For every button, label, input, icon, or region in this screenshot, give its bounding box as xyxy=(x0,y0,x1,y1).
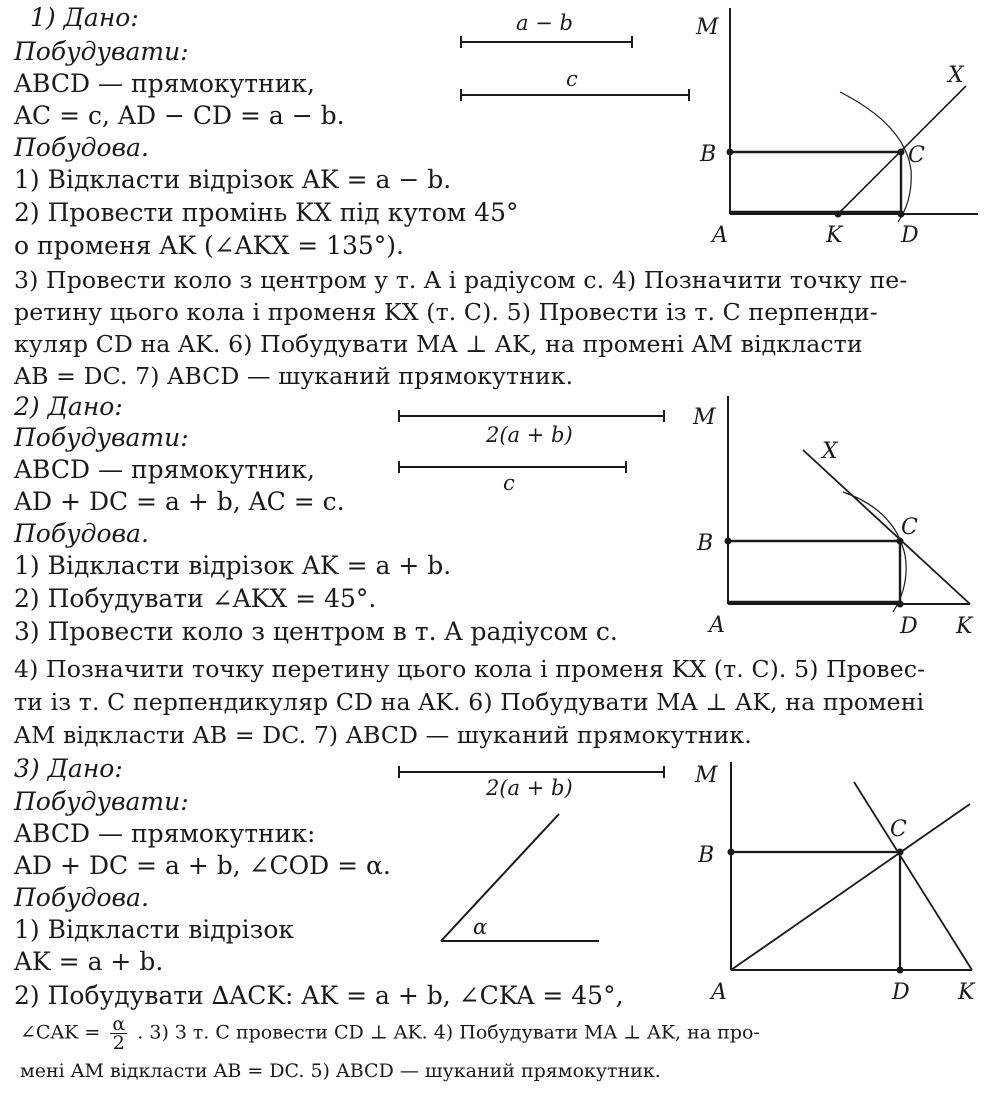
p3-label-d: D xyxy=(892,980,910,1005)
p1-given-2: AC = c, AD − CD = a − b. xyxy=(14,101,345,130)
p3-header: 3) Дано: xyxy=(14,754,123,783)
p1-cont-2: ретину цього кола і променя KX (т. C). 5) Провести із т. C перпенди- xyxy=(14,298,878,326)
p3-step-1b: AK = a + b. xyxy=(14,947,164,976)
p1-header: 1) Дано: xyxy=(30,3,139,32)
p1-step-2: 2) Провести промінь KX під кутом 45° xyxy=(14,198,519,227)
p3-label-c: C xyxy=(890,817,907,842)
p1-label-x: X xyxy=(948,63,964,88)
p3-angle-label-alpha: α xyxy=(473,915,488,939)
p2-point-b xyxy=(725,538,731,544)
p2-cont-3: AM відкласти AB = DC. 7) ABCD — шуканий прямокутник. xyxy=(14,721,752,749)
p2-construction-label: Побудова. xyxy=(14,519,149,548)
p3-angle-prefix: ∠CAK = xyxy=(20,1021,101,1044)
p3-point-c xyxy=(897,849,903,855)
p2-cont-1: 4) Позначити точку перетину цього кола і променя KX (т. C). 5) Провес- xyxy=(14,655,926,683)
p1-construction-label: Побудова. xyxy=(14,133,149,162)
p2-label-a: A xyxy=(709,613,725,638)
p2-arc xyxy=(843,492,906,612)
p3-label-a: A xyxy=(711,980,727,1005)
p2-cont-2: ти із т. C перпендикуляр CD на AK. 6) Побудувати MA ⊥ AK, на промені xyxy=(14,688,925,716)
p1-label-k: K xyxy=(826,223,843,248)
p3-build-label: Побудувати: xyxy=(14,787,189,816)
p3-angle-rest: . 3) З т. C провести CD ⊥ AK. 4) Побудувати MA ⊥ AK, на про- xyxy=(137,1021,760,1044)
p2-header: 2) Дано: xyxy=(14,392,123,421)
p2-label-c: C xyxy=(901,515,918,540)
p2-label-m: M xyxy=(693,405,716,430)
p2-label-d: D xyxy=(900,614,918,639)
p3-last-line: мені AM відкласти AB = DC. 5) ABCD — шуканий прямокутник. xyxy=(20,1060,661,1082)
p1-point-k xyxy=(835,211,841,217)
p1-cont-1: 3) Провести коло з центром у т. A і радіусом c. 4) Позначити точку пе- xyxy=(14,266,908,294)
p3-given-1: ABCD — прямокутник: xyxy=(14,819,316,848)
p3-construction-label: Побудова. xyxy=(14,883,149,912)
p1-step-1: 1) Відкласти відрізок AK = a − b. xyxy=(14,165,452,194)
p1-point-b xyxy=(727,149,733,155)
p1-label-b: B xyxy=(700,142,717,167)
p3-diagonal-ac xyxy=(731,804,970,970)
p1-cont-3: куляр CD на AK. 6) Побудувати MA ⊥ AK, на промені AM відкласти xyxy=(14,330,863,358)
p2-step-2: 2) Побудувати ∠AKX = 45°. xyxy=(14,584,377,613)
p2-build-label: Побудувати: xyxy=(14,423,189,452)
p3-step-1: 1) Відкласти відрізок xyxy=(14,915,294,944)
p3-label-m: M xyxy=(695,763,718,788)
p3-segment-label-2ab: 2(a + b) xyxy=(486,776,573,800)
p3-line-kc xyxy=(854,782,972,970)
p1-label-c: C xyxy=(908,143,925,168)
p1-label-m: M xyxy=(696,15,719,40)
p1-label-d: D xyxy=(901,223,919,248)
p3-given-angle xyxy=(441,814,599,941)
p2-point-d xyxy=(897,601,903,607)
p3-given-2: AD + DC = a + b, ∠COD = α. xyxy=(14,851,391,880)
p2-ray-kx xyxy=(803,450,970,604)
p2-step-1: 1) Відкласти відрізок AK = a + b. xyxy=(14,551,452,580)
p2-segment-2ab xyxy=(399,410,664,422)
p2-given-1: ABCD — прямокутник, xyxy=(14,455,315,484)
p3-label-k: K xyxy=(958,980,975,1005)
p3-angle-den: 2 xyxy=(112,1032,125,1054)
p2-label-b: B xyxy=(697,531,714,556)
p1-segment-label-a-minus-b: a − b xyxy=(516,11,573,35)
p2-segment-label-2ab: 2(a + b) xyxy=(486,423,573,447)
p1-step-2b: о променя AK (∠AKX = 135°). xyxy=(14,231,405,260)
p2-step-3: 3) Провести коло з центром в т. A радіусом c. xyxy=(14,617,618,646)
p1-given-1: ABCD — прямокутник, xyxy=(14,69,315,98)
p3-label-b: B xyxy=(698,843,715,868)
p2-segment-label-c: c xyxy=(503,471,515,495)
p1-cont-4: AB = DC. 7) ABCD — шуканий прямокутник. xyxy=(14,362,574,390)
p3-point-b xyxy=(728,849,734,855)
p3-point-d xyxy=(897,967,903,973)
p1-segment-label-c: c xyxy=(566,67,578,91)
p2-given-2: AD + DC = a + b, AC = c. xyxy=(14,487,345,516)
p1-segment-a-minus-b xyxy=(461,36,632,48)
p1-label-a: A xyxy=(712,223,728,248)
p3-angle-num: α xyxy=(112,1013,126,1035)
p3-step-2: 2) Побудувати ∆ACK: AK = a + b, ∠CKA = 45°, xyxy=(14,981,624,1010)
p2-label-x: X xyxy=(822,439,838,464)
p2-label-k: K xyxy=(956,614,973,639)
p1-build-label: Побудувати: xyxy=(14,37,189,66)
p1-point-d xyxy=(898,211,904,217)
p1-point-c xyxy=(898,149,904,155)
